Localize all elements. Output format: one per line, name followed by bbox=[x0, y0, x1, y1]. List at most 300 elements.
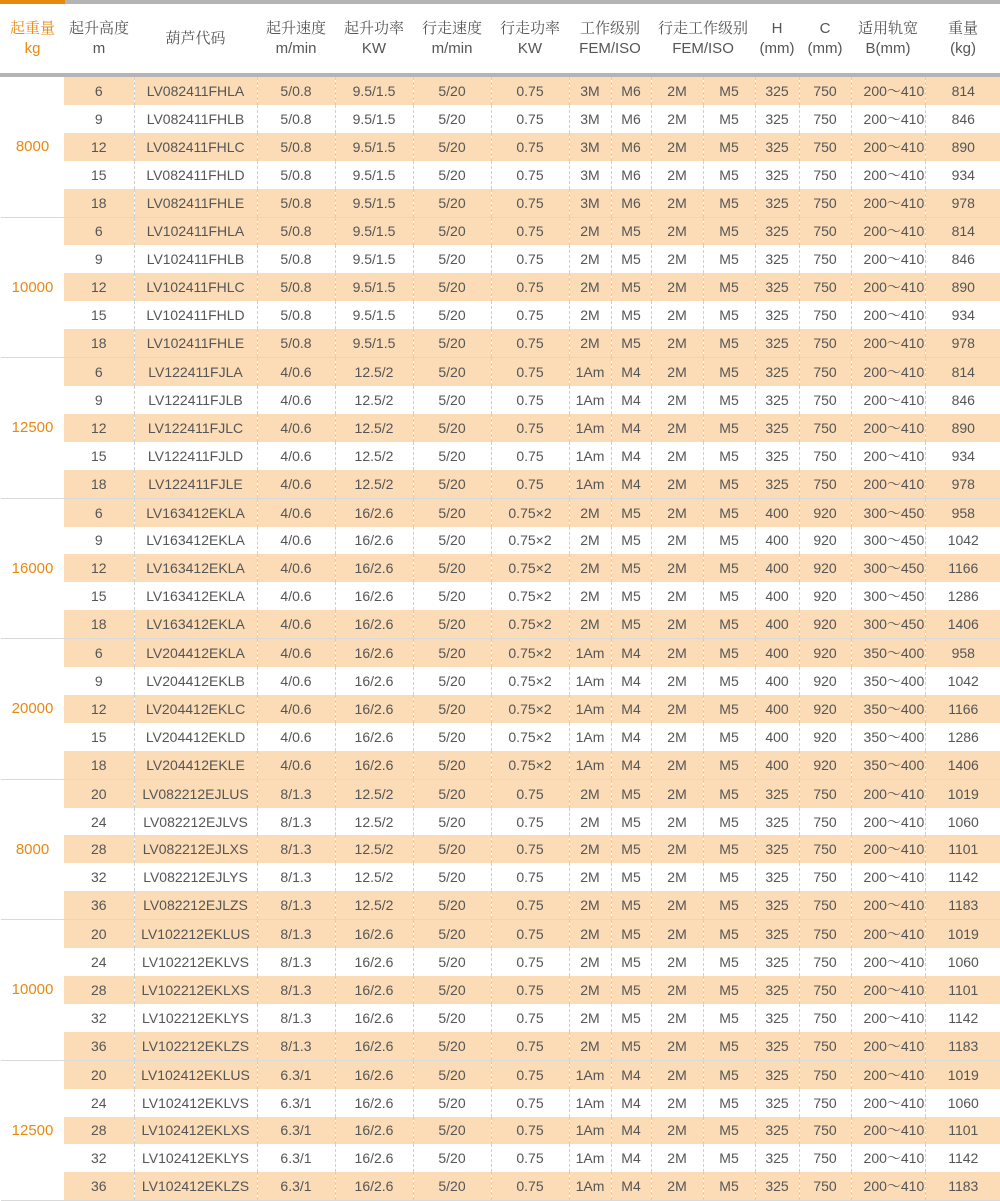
lift-speed-cell: 4/0.6 bbox=[257, 695, 335, 723]
lift-height-cell: 24 bbox=[64, 948, 134, 976]
duty-iso-cell: M6 bbox=[611, 75, 651, 105]
travel-speed-cell: 5/20 bbox=[413, 610, 491, 638]
lift-speed-cell: 5/0.8 bbox=[257, 161, 335, 189]
travel-duty-iso-cell: M5 bbox=[703, 863, 755, 891]
capacity-cell: 10000 bbox=[1, 217, 64, 358]
lift-height-cell: 28 bbox=[64, 1117, 134, 1145]
weight-cell: 1042 bbox=[947, 672, 979, 689]
travel-speed-cell: 5/20 bbox=[413, 75, 491, 105]
header-line: 重量 bbox=[948, 19, 979, 37]
travel-speed-cell: 5/20 bbox=[413, 273, 491, 301]
header-line: 起重量 bbox=[9, 19, 55, 37]
duty-class-cell: 2M bbox=[569, 948, 611, 976]
duty-class-cell: 2M bbox=[569, 498, 611, 526]
rail-width-cell: 200～410 bbox=[851, 105, 925, 133]
travel-speed-cell: 5/20 bbox=[413, 695, 491, 723]
travel-speed-cell: 5/20 bbox=[413, 667, 491, 695]
travel-duty-iso-cell: M5 bbox=[703, 414, 755, 442]
lift-height-cell: 9 bbox=[64, 527, 134, 555]
lift-power-cell: 16/2.6 bbox=[335, 527, 413, 555]
travel-power-cell: 0.75 bbox=[491, 948, 569, 976]
duty-iso-cell: M4 bbox=[611, 386, 651, 414]
capacity-cell: 16000 bbox=[1, 498, 64, 639]
c-value-cell: 750 bbox=[799, 1144, 851, 1172]
hoist-code-cell: LV082411FHLB bbox=[134, 105, 257, 133]
weight-cell: 978 bbox=[925, 189, 1000, 217]
hoist-code-cell: LV102411FHLA bbox=[134, 217, 257, 245]
weight-cell: 978 bbox=[925, 470, 1000, 498]
h-value-cell: 325 bbox=[755, 161, 799, 189]
travel-duty-class-cell: 2M bbox=[651, 1089, 703, 1117]
lift-power-cell: 9.5/1.5 bbox=[335, 217, 413, 245]
capacity-cell: 8000 bbox=[1, 779, 64, 920]
lift-height-cell: 36 bbox=[64, 891, 134, 919]
travel-duty-class-cell: 2M bbox=[651, 442, 703, 470]
header-line: 适用轨宽 bbox=[858, 19, 919, 37]
lift-height-cell: 6 bbox=[64, 217, 134, 245]
duty-class-cell: 2M bbox=[569, 610, 611, 638]
hoist-code-cell: LV082411FHLC bbox=[134, 133, 257, 161]
travel-speed-cell: 5/20 bbox=[413, 1060, 491, 1088]
table-row bbox=[1, 610, 1000, 638]
travel-duty-iso-cell: M5 bbox=[703, 891, 755, 919]
table-body bbox=[1, 75, 1000, 1201]
header-travel-duty-class bbox=[651, 2, 755, 75]
h-value-cell: 400 bbox=[755, 498, 799, 526]
c-value-cell: 920 bbox=[799, 639, 851, 667]
travel-power-cell: 0.75 bbox=[491, 105, 569, 133]
lift-power-cell: 16/2.6 bbox=[335, 1060, 413, 1088]
rail-width-cell: 200～410 bbox=[851, 75, 925, 105]
h-value-cell: 325 bbox=[755, 1144, 799, 1172]
c-value-cell: 920 bbox=[799, 610, 851, 638]
lift-speed-cell: 4/0.6 bbox=[257, 751, 335, 779]
h-value-cell: 325 bbox=[755, 105, 799, 133]
lift-power-cell: 16/2.6 bbox=[335, 723, 413, 751]
rail-width-cell: 200～410 bbox=[851, 1089, 925, 1117]
lift-height-cell: 20 bbox=[64, 779, 134, 807]
lift-power-cell: 16/2.6 bbox=[335, 498, 413, 526]
lift-power-cell: 12.5/2 bbox=[335, 442, 413, 470]
lift-power-cell: 16/2.6 bbox=[335, 610, 413, 638]
h-value-cell: 400 bbox=[755, 610, 799, 638]
duty-iso-cell: M4 bbox=[611, 1172, 651, 1200]
weight-cell: 814 bbox=[925, 358, 1000, 386]
weight-cell: 890 bbox=[925, 133, 1000, 161]
travel-speed-cell: 5/20 bbox=[413, 1032, 491, 1060]
c-value-cell: 750 bbox=[799, 808, 851, 836]
lift-height-cell: 6 bbox=[64, 75, 134, 105]
rail-width-cell: 300～450 bbox=[851, 498, 925, 526]
weight-cell: 846 bbox=[951, 110, 975, 127]
travel-power-cell: 0.75 bbox=[491, 1060, 569, 1088]
duty-class-cell: 3M bbox=[569, 133, 611, 161]
travel-speed-cell: 5/20 bbox=[413, 835, 491, 863]
h-value-cell: 325 bbox=[755, 217, 799, 245]
h-value-cell: 400 bbox=[755, 695, 799, 723]
table-row bbox=[1, 245, 1000, 273]
h-value-cell: 325 bbox=[755, 442, 799, 470]
travel-duty-iso-cell: M5 bbox=[703, 442, 755, 470]
travel-power-cell: 0.75 bbox=[491, 1032, 569, 1060]
hoist-code-cell: LV102212EKLVS bbox=[134, 948, 257, 976]
lift-speed-cell: 6.3/1 bbox=[257, 1172, 335, 1200]
table-row bbox=[1, 133, 1000, 161]
duty-iso-cell: M5 bbox=[611, 217, 651, 245]
rail-width-cell: 350～400 bbox=[851, 667, 925, 695]
travel-power-cell: 0.75 bbox=[491, 470, 569, 498]
h-value-cell: 325 bbox=[755, 808, 799, 836]
travel-power-cell: 0.75×2 bbox=[491, 639, 569, 667]
travel-duty-class-cell: 2M bbox=[651, 863, 703, 891]
lift-power-cell: 9.5/1.5 bbox=[335, 301, 413, 329]
travel-speed-cell: 5/20 bbox=[413, 358, 491, 386]
lift-speed-cell: 8/1.3 bbox=[257, 976, 335, 1004]
lift-power-cell: 12.5/2 bbox=[335, 863, 413, 891]
duty-iso-cell: M5 bbox=[611, 948, 651, 976]
lift-speed-cell: 8/1.3 bbox=[257, 779, 335, 807]
duty-iso-cell: M5 bbox=[611, 582, 651, 610]
lift-speed-cell: 4/0.6 bbox=[257, 554, 335, 582]
lift-height-cell: 12 bbox=[64, 273, 134, 301]
duty-class-cell: 2M bbox=[569, 273, 611, 301]
travel-speed-cell: 5/20 bbox=[413, 779, 491, 807]
travel-power-cell: 0.75×2 bbox=[491, 667, 569, 695]
lift-power-cell: 16/2.6 bbox=[335, 1032, 413, 1060]
hoist-code-cell: LV102411FHLC bbox=[134, 273, 257, 301]
header-line: 行走速度 bbox=[421, 19, 482, 37]
travel-duty-iso-cell: M5 bbox=[703, 554, 755, 582]
travel-speed-cell: 5/20 bbox=[413, 498, 491, 526]
table-row bbox=[1, 1144, 1000, 1172]
duty-iso-cell: M5 bbox=[611, 835, 651, 863]
travel-duty-class-cell: 2M bbox=[651, 386, 703, 414]
weight-cell: 1406 bbox=[925, 751, 1000, 779]
c-value-cell: 750 bbox=[799, 414, 851, 442]
rail-width-cell: 350～400 bbox=[851, 751, 925, 779]
travel-duty-class-cell: 2M bbox=[651, 582, 703, 610]
travel-power-cell: 0.75 bbox=[491, 414, 569, 442]
travel-duty-class-cell: 2M bbox=[651, 498, 703, 526]
lift-speed-cell: 5/0.8 bbox=[257, 217, 335, 245]
duty-iso-cell: M5 bbox=[611, 554, 651, 582]
travel-duty-iso-cell: M5 bbox=[703, 1032, 755, 1060]
table-row bbox=[1, 863, 1000, 891]
travel-speed-cell: 5/20 bbox=[413, 217, 491, 245]
lift-height-cell: 28 bbox=[64, 835, 134, 863]
hoist-code-cell: LV082411FHLE bbox=[134, 189, 257, 217]
lift-power-cell: 16/2.6 bbox=[335, 667, 413, 695]
header-line: FEM/ISO bbox=[672, 39, 734, 57]
travel-duty-class-cell: 2M bbox=[651, 358, 703, 386]
travel-power-cell: 0.75 bbox=[491, 301, 569, 329]
h-value-cell: 325 bbox=[755, 470, 799, 498]
h-value-cell: 400 bbox=[755, 639, 799, 667]
duty-class-cell: 1Am bbox=[569, 695, 611, 723]
lift-height-cell: 24 bbox=[64, 808, 134, 836]
lift-speed-cell: 4/0.6 bbox=[257, 498, 335, 526]
c-value-cell: 750 bbox=[799, 779, 851, 807]
duty-class-cell: 2M bbox=[569, 582, 611, 610]
c-value-cell: 920 bbox=[799, 751, 851, 779]
header-line: H bbox=[771, 19, 783, 37]
hoist-code-cell: LV204412EKLE bbox=[134, 751, 257, 779]
lift-power-cell: 16/2.6 bbox=[335, 1172, 413, 1200]
lift-speed-cell: 4/0.6 bbox=[257, 667, 335, 695]
duty-iso-cell: M5 bbox=[611, 891, 651, 919]
c-value-cell: 750 bbox=[799, 1172, 851, 1200]
weight-cell: 1042 bbox=[947, 532, 979, 549]
duty-class-cell: 1Am bbox=[569, 414, 611, 442]
lift-speed-cell: 5/0.8 bbox=[257, 105, 335, 133]
travel-power-cell: 0.75 bbox=[491, 217, 569, 245]
lift-height-cell: 18 bbox=[64, 470, 134, 498]
travel-duty-class-cell: 2M bbox=[651, 1144, 703, 1172]
lift-height-cell: 15 bbox=[64, 301, 134, 329]
h-value-cell: 400 bbox=[755, 751, 799, 779]
table-row bbox=[1, 723, 1000, 751]
travel-power-cell: 0.75×2 bbox=[491, 751, 569, 779]
duty-iso-cell: M5 bbox=[611, 301, 651, 329]
header-line: 工作级别 bbox=[580, 19, 641, 37]
c-value-cell: 920 bbox=[799, 723, 851, 751]
table-row bbox=[1, 414, 1000, 442]
duty-iso-cell: M5 bbox=[611, 610, 651, 638]
travel-speed-cell: 5/20 bbox=[413, 920, 491, 948]
hoist-code-cell: LV102212EKLYS bbox=[134, 1004, 257, 1032]
rail-width-cell: 200～410 bbox=[851, 358, 925, 386]
duty-class-cell: 1Am bbox=[569, 358, 611, 386]
travel-duty-class-cell: 2M bbox=[651, 414, 703, 442]
travel-duty-iso-cell: M5 bbox=[703, 610, 755, 638]
lift-power-cell: 12.5/2 bbox=[335, 891, 413, 919]
table-row bbox=[1, 920, 1000, 948]
table-row bbox=[1, 217, 1000, 245]
hoist-code-cell: LV204412EKLC bbox=[134, 695, 257, 723]
lift-height-cell: 15 bbox=[64, 582, 134, 610]
lift-power-cell: 16/2.6 bbox=[335, 695, 413, 723]
travel-duty-class-cell: 2M bbox=[651, 1032, 703, 1060]
weight-cell: 1142 bbox=[948, 1150, 979, 1167]
header-line: m/min bbox=[275, 39, 317, 57]
lift-speed-cell: 4/0.6 bbox=[257, 582, 335, 610]
h-value-cell: 325 bbox=[755, 1004, 799, 1032]
travel-speed-cell: 5/20 bbox=[413, 1117, 491, 1145]
travel-duty-class-cell: 2M bbox=[651, 329, 703, 357]
weight-cell: 1406 bbox=[925, 610, 1000, 638]
hoist-code-cell: LV163412EKLA bbox=[134, 498, 257, 526]
travel-duty-iso-cell: M5 bbox=[703, 75, 755, 105]
travel-power-cell: 0.75 bbox=[491, 1172, 569, 1200]
c-value-cell: 750 bbox=[799, 948, 851, 976]
lift-height-cell: 20 bbox=[64, 920, 134, 948]
travel-duty-class-cell: 2M bbox=[651, 1004, 703, 1032]
rail-width-cell: 300～450 bbox=[851, 582, 925, 610]
lift-speed-cell: 8/1.3 bbox=[257, 808, 335, 836]
lift-speed-cell: 6.3/1 bbox=[257, 1060, 335, 1088]
header-line: 葫芦代码 bbox=[165, 29, 226, 47]
lift-height-cell: 9 bbox=[64, 386, 134, 414]
weight-cell: 890 bbox=[925, 414, 1000, 442]
h-value-cell: 325 bbox=[755, 1032, 799, 1060]
c-value-cell: 750 bbox=[799, 329, 851, 357]
travel-duty-iso-cell: M5 bbox=[703, 1060, 755, 1088]
travel-duty-iso-cell: M5 bbox=[703, 695, 755, 723]
rail-width-cell: 300～450 bbox=[851, 527, 925, 555]
travel-duty-iso-cell: M5 bbox=[703, 751, 755, 779]
travel-speed-cell: 5/20 bbox=[413, 948, 491, 976]
travel-duty-iso-cell: M5 bbox=[703, 1144, 755, 1172]
weight-cell: 1183 bbox=[925, 891, 1000, 919]
lift-power-cell: 16/2.6 bbox=[335, 948, 413, 976]
rail-width-cell: 200～410 bbox=[851, 442, 925, 470]
duty-iso-cell: M5 bbox=[611, 329, 651, 357]
lift-height-cell: 15 bbox=[64, 723, 134, 751]
rail-width-cell: 200～410 bbox=[851, 470, 925, 498]
travel-duty-class-cell: 2M bbox=[651, 527, 703, 555]
lift-speed-cell: 4/0.6 bbox=[257, 723, 335, 751]
lift-speed-cell: 8/1.3 bbox=[257, 948, 335, 976]
lift-height-cell: 36 bbox=[64, 1032, 134, 1060]
lift-height-cell: 12 bbox=[64, 695, 134, 723]
rail-width-cell: 200～410 bbox=[851, 301, 925, 329]
table-row bbox=[1, 808, 1000, 836]
hoist-code-cell: LV082212EJLUS bbox=[134, 779, 257, 807]
duty-class-cell: 1Am bbox=[569, 1117, 611, 1145]
travel-duty-iso-cell: M5 bbox=[703, 301, 755, 329]
lift-power-cell: 9.5/1.5 bbox=[335, 273, 413, 301]
duty-iso-cell: M5 bbox=[611, 245, 651, 273]
lift-power-cell: 12.5/2 bbox=[335, 779, 413, 807]
rail-width-cell: 200～410 bbox=[851, 1004, 925, 1032]
duty-iso-cell: M4 bbox=[611, 1144, 651, 1172]
h-value-cell: 325 bbox=[755, 386, 799, 414]
header-capacity bbox=[1, 2, 64, 75]
lift-height-cell: 24 bbox=[64, 1089, 134, 1117]
lift-speed-cell: 4/0.6 bbox=[257, 470, 335, 498]
weight-cell: 1286 bbox=[947, 588, 979, 605]
duty-iso-cell: M5 bbox=[611, 976, 651, 1004]
h-value-cell: 400 bbox=[755, 723, 799, 751]
hoist-code-cell: LV082212EJLXS bbox=[134, 835, 257, 863]
duty-class-cell: 2M bbox=[569, 301, 611, 329]
hoist-code-cell: LV204412EKLD bbox=[134, 723, 257, 751]
duty-iso-cell: M5 bbox=[611, 498, 651, 526]
travel-speed-cell: 5/20 bbox=[413, 527, 491, 555]
travel-power-cell: 0.75×2 bbox=[491, 723, 569, 751]
weight-cell: 1019 bbox=[925, 1060, 1000, 1088]
duty-class-cell: 2M bbox=[569, 891, 611, 919]
lift-speed-cell: 8/1.3 bbox=[257, 835, 335, 863]
table-row bbox=[1, 498, 1000, 526]
hoist-code-cell: LV102412EKLZS bbox=[134, 1172, 257, 1200]
header-line: 起升速度 bbox=[265, 19, 326, 37]
hoist-code-cell: LV122411FJLD bbox=[134, 442, 257, 470]
c-value-cell: 750 bbox=[799, 1004, 851, 1032]
c-value-cell: 750 bbox=[799, 470, 851, 498]
lift-power-cell: 12.5/2 bbox=[335, 835, 413, 863]
header-rail-width bbox=[851, 2, 925, 75]
weight-cell: 934 bbox=[951, 447, 975, 464]
c-value-cell: 750 bbox=[799, 976, 851, 1004]
travel-speed-cell: 5/20 bbox=[413, 808, 491, 836]
weight-cell: 1183 bbox=[925, 1032, 1000, 1060]
travel-speed-cell: 5/20 bbox=[413, 1172, 491, 1200]
weight-cell: 958 bbox=[925, 498, 1000, 526]
rail-width-cell: 300～450 bbox=[851, 554, 925, 582]
travel-speed-cell: 5/20 bbox=[413, 639, 491, 667]
h-value-cell: 400 bbox=[755, 527, 799, 555]
travel-duty-class-cell: 2M bbox=[651, 610, 703, 638]
travel-duty-iso-cell: M5 bbox=[703, 161, 755, 189]
travel-power-cell: 0.75 bbox=[491, 133, 569, 161]
table-row bbox=[1, 948, 1000, 976]
rail-width-cell: 350～400 bbox=[851, 723, 925, 751]
duty-class-cell: 2M bbox=[569, 245, 611, 273]
lift-height-cell: 15 bbox=[64, 442, 134, 470]
travel-duty-iso-cell: M5 bbox=[703, 189, 755, 217]
duty-iso-cell: M5 bbox=[611, 863, 651, 891]
weight-cell: 1019 bbox=[925, 779, 1000, 807]
header-lift-height bbox=[64, 2, 134, 75]
travel-duty-iso-cell: M5 bbox=[703, 105, 755, 133]
duty-iso-cell: M4 bbox=[611, 667, 651, 695]
lift-height-cell: 6 bbox=[64, 498, 134, 526]
c-value-cell: 750 bbox=[799, 273, 851, 301]
travel-duty-iso-cell: M5 bbox=[703, 1117, 755, 1145]
duty-class-cell: 2M bbox=[569, 1032, 611, 1060]
duty-iso-cell: M4 bbox=[611, 414, 651, 442]
weight-cell: 814 bbox=[925, 75, 1000, 105]
travel-duty-iso-cell: M5 bbox=[703, 1004, 755, 1032]
travel-power-cell: 0.75 bbox=[491, 273, 569, 301]
hoist-code-cell: LV102412EKLVS bbox=[134, 1089, 257, 1117]
table-row bbox=[1, 1032, 1000, 1060]
duty-class-cell: 2M bbox=[569, 554, 611, 582]
hoist-code-cell: LV204412EKLA bbox=[134, 639, 257, 667]
weight-cell: 846 bbox=[951, 391, 975, 408]
lift-power-cell: 9.5/1.5 bbox=[335, 329, 413, 357]
lift-power-cell: 16/2.6 bbox=[335, 1117, 413, 1145]
table-row bbox=[1, 470, 1000, 498]
lift-speed-cell: 4/0.6 bbox=[257, 386, 335, 414]
table-row bbox=[1, 751, 1000, 779]
travel-speed-cell: 5/20 bbox=[413, 863, 491, 891]
h-value-cell: 325 bbox=[755, 301, 799, 329]
weight-cell: 1286 bbox=[947, 728, 979, 745]
lift-speed-cell: 8/1.3 bbox=[257, 920, 335, 948]
header-line: m bbox=[92, 39, 106, 57]
header-line: KW bbox=[517, 39, 543, 57]
duty-iso-cell: M5 bbox=[611, 1004, 651, 1032]
lift-speed-cell: 4/0.6 bbox=[257, 414, 335, 442]
hoist-code-cell: LV102411FHLD bbox=[134, 301, 257, 329]
lift-power-cell: 16/2.6 bbox=[335, 976, 413, 1004]
lift-power-cell: 9.5/1.5 bbox=[335, 189, 413, 217]
c-value-cell: 750 bbox=[799, 217, 851, 245]
weight-cell: 1060 bbox=[947, 1094, 979, 1111]
c-value-cell: 750 bbox=[799, 161, 851, 189]
lift-power-cell: 12.5/2 bbox=[335, 808, 413, 836]
rail-width-cell: 200～410 bbox=[851, 976, 925, 1004]
lift-speed-cell: 4/0.6 bbox=[257, 358, 335, 386]
duty-class-cell: 2M bbox=[569, 976, 611, 1004]
travel-speed-cell: 5/20 bbox=[413, 891, 491, 919]
h-value-cell: 325 bbox=[755, 835, 799, 863]
duty-iso-cell: M4 bbox=[611, 470, 651, 498]
hoist-code-cell: LV082411FHLA bbox=[134, 75, 257, 105]
capacity-cell: 12500 bbox=[1, 1060, 64, 1201]
